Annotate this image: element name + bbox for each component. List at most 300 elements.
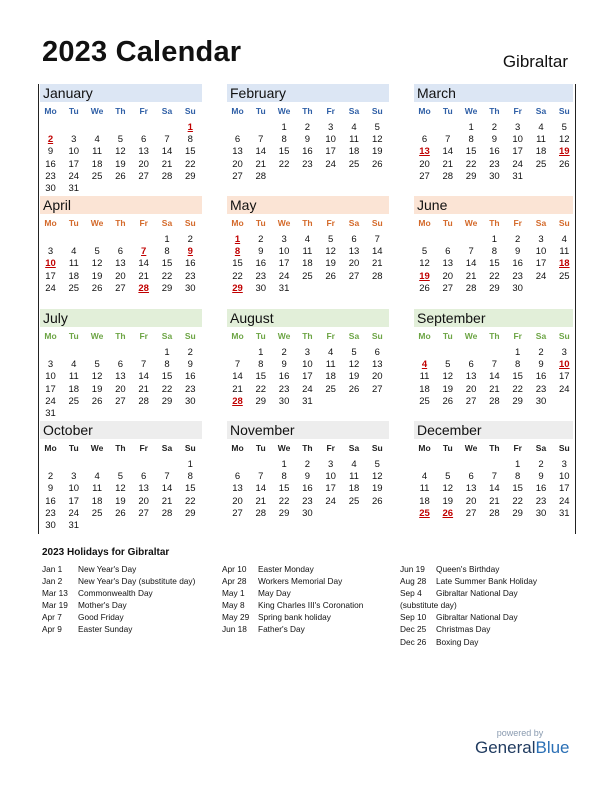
calendar-day: 16 xyxy=(185,258,196,270)
calendar-day: 23 xyxy=(302,158,313,170)
weekday-label: We xyxy=(90,331,104,341)
calendar-day: 9 xyxy=(491,134,498,146)
calendar-day: 4 xyxy=(71,359,77,371)
holiday-day: 7 xyxy=(141,246,147,258)
calendar-day: 27 xyxy=(115,395,126,407)
calendar-day: 17 xyxy=(535,258,547,270)
calendar-day: 19 xyxy=(325,258,336,270)
holidays-title: 2023 Holidays for Gibraltar xyxy=(42,547,170,558)
calendar-day: 15 xyxy=(489,258,500,270)
calendar-day: 14 xyxy=(161,146,173,158)
calendar-day: 7 xyxy=(141,359,147,371)
calendar-day: 10 xyxy=(512,134,523,146)
holiday-name: Boxing Day xyxy=(436,636,479,647)
calendar-day: 31 xyxy=(68,183,80,194)
calendar-day: 27 xyxy=(232,170,243,182)
calendar-day: 14 xyxy=(442,146,454,158)
holiday-day: 9 xyxy=(187,246,193,258)
calendar-day: 29 xyxy=(255,395,267,407)
holiday-item xyxy=(400,563,537,575)
calendar-day: 22 xyxy=(512,495,523,507)
calendar-day: 4 xyxy=(328,347,334,358)
calendar-day: 19 xyxy=(91,383,103,395)
weekday-label: Th xyxy=(115,218,126,228)
weekday-label: Fr xyxy=(513,443,522,453)
calendar-day: 17 xyxy=(559,371,570,383)
month-name: October xyxy=(40,421,202,439)
holiday-day: 2 xyxy=(47,134,54,146)
calendar-day: 12 xyxy=(115,146,126,158)
calendar-day: 11 xyxy=(536,134,546,146)
weekday-label: Th xyxy=(115,106,126,116)
month-august xyxy=(227,309,389,407)
month-name: July xyxy=(40,309,202,327)
weekday-label: Th xyxy=(302,331,313,341)
holiday-name: New Year's Day xyxy=(78,564,137,574)
calendar-day: 26 xyxy=(372,158,383,170)
holiday-date: Apr 28 xyxy=(222,576,247,587)
calendar-day: 8 xyxy=(187,134,193,146)
calendar-day: 4 xyxy=(304,234,311,245)
calendar-day: 15 xyxy=(232,258,243,270)
calendar-day: 15 xyxy=(185,146,196,158)
calendar-day: 14 xyxy=(465,258,477,270)
weekday-label: Th xyxy=(115,443,126,453)
calendar-day: 4 xyxy=(94,134,100,146)
calendar-day: 7 xyxy=(491,471,498,483)
calendar-day: 29 xyxy=(512,395,523,407)
calendar-day: 6 xyxy=(374,347,380,358)
weekday-label: Fr xyxy=(326,106,335,116)
calendar-day: 25 xyxy=(325,383,336,395)
calendar-day: 31 xyxy=(45,408,56,419)
calendar-day: 23 xyxy=(45,507,56,519)
calendar-day: 25 xyxy=(348,495,360,507)
holiday-date: Jan 2 xyxy=(42,576,63,587)
calendar-day: 3 xyxy=(561,459,567,470)
calendar-day: 17 xyxy=(68,495,80,507)
weekday-label: Tu xyxy=(68,218,79,228)
holiday-date: Apr 7 xyxy=(42,612,62,623)
weekday-label: Su xyxy=(558,218,570,228)
calendar-day: 7 xyxy=(491,359,498,371)
calendar-day: 19 xyxy=(442,383,454,395)
calendar-day: 18 xyxy=(325,371,336,383)
calendar-day: 24 xyxy=(68,170,80,182)
holiday-item xyxy=(222,587,363,599)
calendar-day: 4 xyxy=(561,234,567,245)
calendar-day: 21 xyxy=(465,270,477,282)
brand-general: General xyxy=(475,738,536,757)
calendar-day: 19 xyxy=(115,158,126,170)
calendar-day: 3 xyxy=(328,459,334,470)
calendar-day: 20 xyxy=(348,258,360,270)
calendar-day: 1 xyxy=(468,122,474,133)
weekday-label: Su xyxy=(558,106,570,116)
calendar-day: 5 xyxy=(351,347,357,358)
calendar-day: 20 xyxy=(232,158,243,170)
calendar-day: 12 xyxy=(91,258,103,270)
brand-logo xyxy=(475,738,570,758)
weekday-label: Mo xyxy=(44,331,57,341)
calendar-day: 9 xyxy=(258,246,264,258)
weekday-label: We xyxy=(90,106,104,116)
holiday-date: Jun 18 xyxy=(222,624,247,635)
calendar-day: 18 xyxy=(302,258,313,270)
weekday-label: Th xyxy=(489,106,500,116)
calendar-day: 16 xyxy=(45,495,56,507)
calendar-day: 11 xyxy=(349,134,359,146)
calendar-day: 26 xyxy=(348,383,360,395)
calendar-day: 23 xyxy=(512,270,523,282)
calendar-day: 5 xyxy=(94,246,100,258)
calendar-day: 22 xyxy=(512,383,523,395)
calendar-day: 23 xyxy=(278,383,290,395)
holiday-date: Sep 4 xyxy=(400,588,422,599)
weekday-label: Mo xyxy=(231,443,244,453)
holiday-item xyxy=(400,587,537,599)
calendar-day: 12 xyxy=(442,483,454,495)
holiday-day: 1 xyxy=(234,234,241,245)
calendar-day: 30 xyxy=(185,395,196,407)
weekday-label: Sa xyxy=(161,443,173,453)
holiday-name: Workers Memorial Day xyxy=(258,576,343,587)
weekday-label: Tu xyxy=(442,331,453,341)
calendar-day: 21 xyxy=(138,383,149,395)
calendar-day: 26 xyxy=(325,270,336,282)
holiday-name: Spring bank holiday xyxy=(258,612,331,623)
calendar-day: 11 xyxy=(325,359,336,371)
calendar-day: 8 xyxy=(281,471,287,483)
weekday-label: Sa xyxy=(348,106,360,116)
calendar-day: 22 xyxy=(255,383,267,395)
weekday-label: Sa xyxy=(535,106,547,116)
holiday-item xyxy=(42,587,195,599)
calendar-day: 8 xyxy=(164,246,170,258)
calendar-day: 6 xyxy=(234,134,241,146)
weekday-label: Th xyxy=(302,106,313,116)
calendar-day: 5 xyxy=(117,471,124,483)
calendar-day: 2 xyxy=(304,459,311,470)
calendar-day: 28 xyxy=(255,170,267,182)
holiday-date: Apr 9 xyxy=(42,624,62,635)
calendar-day: 1 xyxy=(515,459,521,470)
calendar-day: 16 xyxy=(302,146,313,158)
calendar-day: 27 xyxy=(138,507,149,519)
calendar-day: 29 xyxy=(465,170,477,182)
calendar-day: 15 xyxy=(255,371,267,383)
weekday-label: Fr xyxy=(326,331,335,341)
calendar-day: 18 xyxy=(91,495,103,507)
calendar-day: 23 xyxy=(489,158,500,170)
holiday-day: 8 xyxy=(234,246,241,258)
calendar-day: 27 xyxy=(442,282,454,294)
calendar-day: 22 xyxy=(278,158,290,170)
calendar-day: 7 xyxy=(164,471,170,483)
calendar-day: 30 xyxy=(45,183,56,194)
calendar-day: 25 xyxy=(68,282,80,294)
weekday-label: Sa xyxy=(535,331,547,341)
calendar-day: 17 xyxy=(325,483,336,495)
weekday-label: Mo xyxy=(44,106,57,116)
calendar-day: 20 xyxy=(232,495,243,507)
calendar-day: 19 xyxy=(115,495,126,507)
holiday-day: 28 xyxy=(232,395,243,407)
month-name: January xyxy=(40,84,202,102)
holiday-item xyxy=(400,575,537,587)
weekday-label: Mo xyxy=(231,218,244,228)
calendar-day: 4 xyxy=(351,459,357,470)
calendar-day: 16 xyxy=(535,371,547,383)
calendar-day: 10 xyxy=(45,371,56,383)
calendar-day: 18 xyxy=(68,270,80,282)
weekday-label: Sa xyxy=(161,331,173,341)
weekday-label: Th xyxy=(302,218,313,228)
weekday-label: Mo xyxy=(418,106,431,116)
calendar-day: 13 xyxy=(465,483,477,495)
calendar-day: 21 xyxy=(232,383,243,395)
calendar-day: 2 xyxy=(187,347,193,358)
calendar-day: 22 xyxy=(185,158,196,170)
brand-blue: Blue xyxy=(535,738,570,757)
calendar-day: 13 xyxy=(232,146,243,158)
month-november xyxy=(227,421,389,519)
weekday-label: Mo xyxy=(44,443,57,453)
holiday-item xyxy=(222,623,363,635)
calendar-day: 27 xyxy=(372,383,383,395)
calendar-day: 2 xyxy=(491,122,498,133)
calendar-day: 23 xyxy=(45,170,56,182)
calendar-day: 30 xyxy=(535,395,547,407)
holiday-column-3 xyxy=(400,563,537,648)
calendar-day: 20 xyxy=(465,495,477,507)
holiday-name: Mother's Day xyxy=(78,600,127,611)
calendar-day: 2 xyxy=(47,471,54,483)
calendar-day: 16 xyxy=(489,146,500,158)
calendar-day: 20 xyxy=(138,158,149,170)
holiday-name: New Year's Day (substitute day) xyxy=(78,576,196,587)
weekday-label: Sa xyxy=(535,443,547,453)
holiday-item xyxy=(222,563,363,575)
weekday-label: Tu xyxy=(442,443,453,453)
calendar-day: 16 xyxy=(185,371,196,383)
weekday-label: Mo xyxy=(418,218,431,228)
calendar-day: 15 xyxy=(512,371,523,383)
calendar-day: 13 xyxy=(372,359,383,371)
calendar-day: 1 xyxy=(187,459,193,470)
calendar-day: 9 xyxy=(538,471,544,483)
calendar-day: 20 xyxy=(442,270,454,282)
weekday-label: Tu xyxy=(442,106,453,116)
calendar-day: 21 xyxy=(255,495,267,507)
weekday-label: Su xyxy=(184,443,196,453)
calendar-day: 30 xyxy=(512,282,523,294)
calendar-day: 12 xyxy=(442,371,454,383)
month-april xyxy=(40,196,202,294)
weekday-label: We xyxy=(464,218,478,228)
calendar-day: 24 xyxy=(302,383,313,395)
calendar-day: 17 xyxy=(512,146,523,158)
calendar-day: 1 xyxy=(281,459,287,470)
weekday-label: Fr xyxy=(513,218,522,228)
weekday-label: Tu xyxy=(255,331,266,341)
calendar-day: 28 xyxy=(161,507,173,519)
holiday-date: Sep 10 xyxy=(400,612,427,623)
calendar-day: 2 xyxy=(187,234,193,245)
calendar-day: 27 xyxy=(419,170,430,182)
holiday-day: 28 xyxy=(138,282,149,294)
holiday-day: 19 xyxy=(419,270,430,282)
holiday-date: Dec 25 xyxy=(400,624,427,635)
calendar-grid xyxy=(38,84,576,534)
month-name: June xyxy=(414,196,573,214)
calendar-day: 15 xyxy=(161,371,173,383)
calendar-day: 2 xyxy=(281,347,287,358)
calendar-day: 27 xyxy=(138,170,149,182)
calendar-day: 12 xyxy=(419,258,430,270)
holiday-item xyxy=(42,563,195,575)
calendar-day: 13 xyxy=(115,258,126,270)
holiday-name: Father's Day xyxy=(258,624,305,635)
holiday-date: May 1 xyxy=(222,588,245,599)
calendar-day: 8 xyxy=(515,359,521,371)
calendar-day: 16 xyxy=(302,483,313,495)
weekday-label: Su xyxy=(371,218,383,228)
calendar-day: 15 xyxy=(278,483,290,495)
weekday-label: Su xyxy=(558,331,570,341)
calendar-day: 11 xyxy=(419,483,430,495)
calendar-day: 21 xyxy=(372,258,383,270)
calendar-day: 17 xyxy=(45,383,56,395)
holiday-day: 26 xyxy=(442,507,454,519)
holiday-item xyxy=(222,599,363,611)
country-name: Gibraltar xyxy=(502,52,568,71)
calendar-day: 31 xyxy=(302,395,313,407)
calendar-day: 10 xyxy=(278,246,290,258)
calendar-day: 10 xyxy=(68,146,80,158)
calendar-day: 30 xyxy=(278,395,290,407)
calendar-day: 4 xyxy=(351,122,357,133)
weekday-label: Tu xyxy=(255,218,266,228)
calendar-day: 30 xyxy=(45,520,56,531)
calendar-day: 23 xyxy=(185,270,196,282)
weekday-label: Su xyxy=(558,443,570,453)
calendar-day: 11 xyxy=(302,246,313,258)
calendar-day: 5 xyxy=(374,459,380,470)
calendar-day: 11 xyxy=(419,371,430,383)
weekday-label: We xyxy=(90,218,104,228)
calendar-day: 1 xyxy=(281,122,287,133)
calendar-day: 4 xyxy=(71,246,77,258)
calendar-day: 7 xyxy=(468,246,474,258)
holiday-name: Gibraltar National Day xyxy=(436,612,518,623)
calendar-day: 14 xyxy=(138,371,149,383)
holiday-day: 10 xyxy=(559,359,570,371)
month-july xyxy=(40,309,202,419)
calendar-day: 24 xyxy=(559,495,570,507)
calendar-day: 11 xyxy=(559,246,570,258)
calendar-day: 1 xyxy=(258,347,264,358)
calendar-day: 29 xyxy=(161,282,173,294)
calendar-day: 22 xyxy=(278,495,290,507)
calendar-day: 7 xyxy=(258,471,264,483)
calendar-day: 27 xyxy=(115,282,126,294)
weekday-label: Fr xyxy=(513,106,522,116)
calendar-day: 29 xyxy=(512,507,523,519)
weekday-label: Su xyxy=(371,106,383,116)
calendar-day: 23 xyxy=(255,270,267,282)
calendar-day: 5 xyxy=(117,134,124,146)
calendar-day: 20 xyxy=(115,383,126,395)
calendar-day: 28 xyxy=(465,282,477,294)
weekday-label: Fr xyxy=(139,331,148,341)
calendar-day: 3 xyxy=(561,347,567,358)
month-name: April xyxy=(40,196,202,214)
calendar-day: 6 xyxy=(141,471,147,483)
calendar-day: 20 xyxy=(372,371,383,383)
holiday-day: 29 xyxy=(232,282,243,294)
calendar-day: 15 xyxy=(278,146,290,158)
calendar-day: 27 xyxy=(232,507,243,519)
holiday-name: Christmas Day xyxy=(436,624,491,635)
calendar-day: 17 xyxy=(68,158,80,170)
month-october xyxy=(40,421,202,531)
calendar-day: 19 xyxy=(372,483,383,495)
calendar-day: 19 xyxy=(442,495,454,507)
weekday-label: Mo xyxy=(418,443,431,453)
weekday-label: Th xyxy=(115,331,126,341)
calendar-day: 14 xyxy=(138,258,149,270)
calendar-day: 22 xyxy=(232,270,243,282)
calendar-day: 6 xyxy=(468,359,474,371)
month-january xyxy=(40,84,202,194)
holiday-item xyxy=(222,611,363,623)
calendar-day: 9 xyxy=(47,483,54,495)
calendar-day: 2 xyxy=(538,459,544,470)
calendar-day: 10 xyxy=(559,471,570,483)
calendar-day: 21 xyxy=(161,495,173,507)
calendar-day: 21 xyxy=(442,158,454,170)
calendar-day: 5 xyxy=(445,471,451,483)
calendar-day: 18 xyxy=(419,383,430,395)
calendar-day: 21 xyxy=(161,158,173,170)
weekday-label: Tu xyxy=(255,443,266,453)
calendar-day: 11 xyxy=(68,371,79,383)
holiday-name: Good Friday xyxy=(78,612,124,623)
calendar-day: 5 xyxy=(561,122,567,133)
calendar-day: 26 xyxy=(559,158,570,170)
calendar-day: 24 xyxy=(559,383,570,395)
calendar-day: 30 xyxy=(489,170,500,182)
calendar-day: 3 xyxy=(47,246,54,258)
calendar-day: 18 xyxy=(419,495,430,507)
holiday-name: Easter Sunday xyxy=(78,624,133,635)
calendar-day: 10 xyxy=(68,483,80,495)
month-february xyxy=(227,84,389,182)
calendar-day: 16 xyxy=(535,483,547,495)
month-name: May xyxy=(227,196,389,214)
calendar-day: 20 xyxy=(115,270,126,282)
holiday-day: 13 xyxy=(419,146,430,158)
calendar-day: 15 xyxy=(161,258,173,270)
calendar-day: 1 xyxy=(164,234,170,245)
page-title: 2023 Calendar xyxy=(42,36,242,68)
calendar-day: 14 xyxy=(255,483,267,495)
calendar-day: 17 xyxy=(559,483,570,495)
calendar-day: 24 xyxy=(278,270,290,282)
calendar-day: 12 xyxy=(115,483,126,495)
weekday-label: Fr xyxy=(139,106,148,116)
